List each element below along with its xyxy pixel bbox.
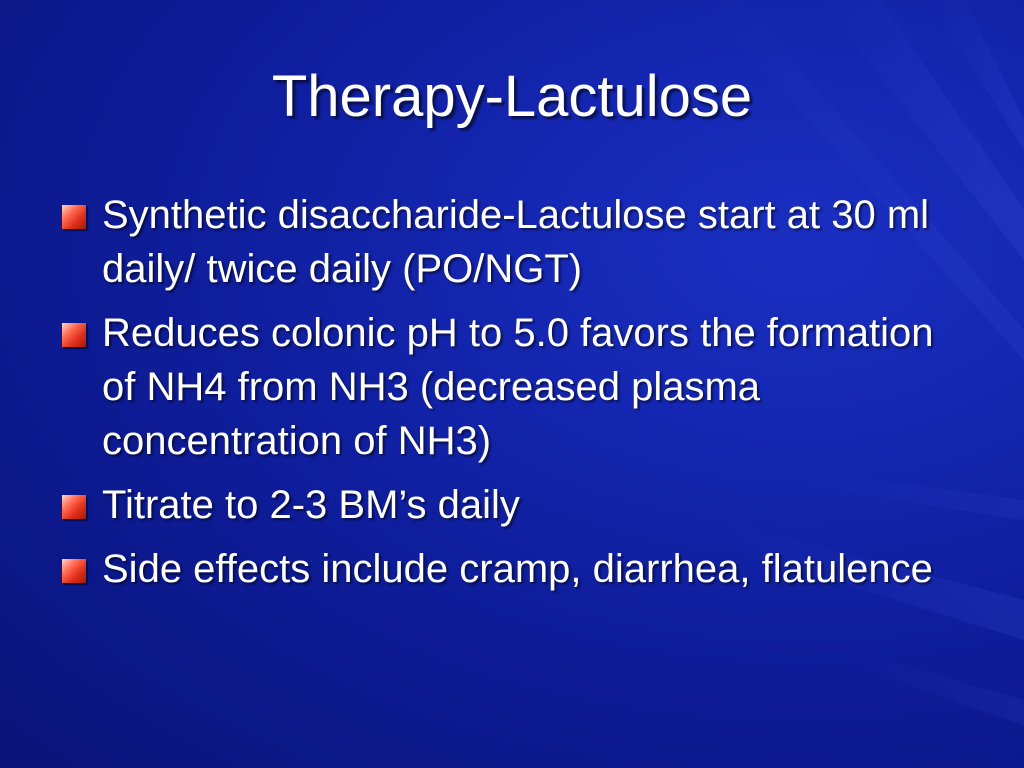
- red-square-bullet-icon: [62, 323, 86, 347]
- red-square-bullet-icon: [62, 205, 86, 229]
- slide-title: Therapy-Lactulose: [271, 64, 753, 129]
- bullet-text: Side effects include cramp, diarrhea, flatulence: [102, 547, 933, 591]
- bullet-text: Reduces colonic pH to 5.0 favors the formation of NH4 from NH3 (decreased plasma concentration of NH3): [102, 311, 934, 463]
- red-square-bullet-icon: [62, 559, 86, 583]
- bullet-list: [62, 188, 962, 606]
- bullet-text: Synthetic disaccharide-Lactulose start at 30 ml daily/ twice daily (PO/NGT): [102, 193, 930, 291]
- bullet-item: [62, 542, 962, 596]
- bullet-item: [62, 188, 962, 296]
- bullet-text: Titrate to 2-3 BM’s daily: [102, 483, 520, 527]
- bullet-item: [62, 306, 962, 468]
- red-square-bullet-icon: [62, 495, 86, 519]
- bullet-item: [62, 478, 962, 532]
